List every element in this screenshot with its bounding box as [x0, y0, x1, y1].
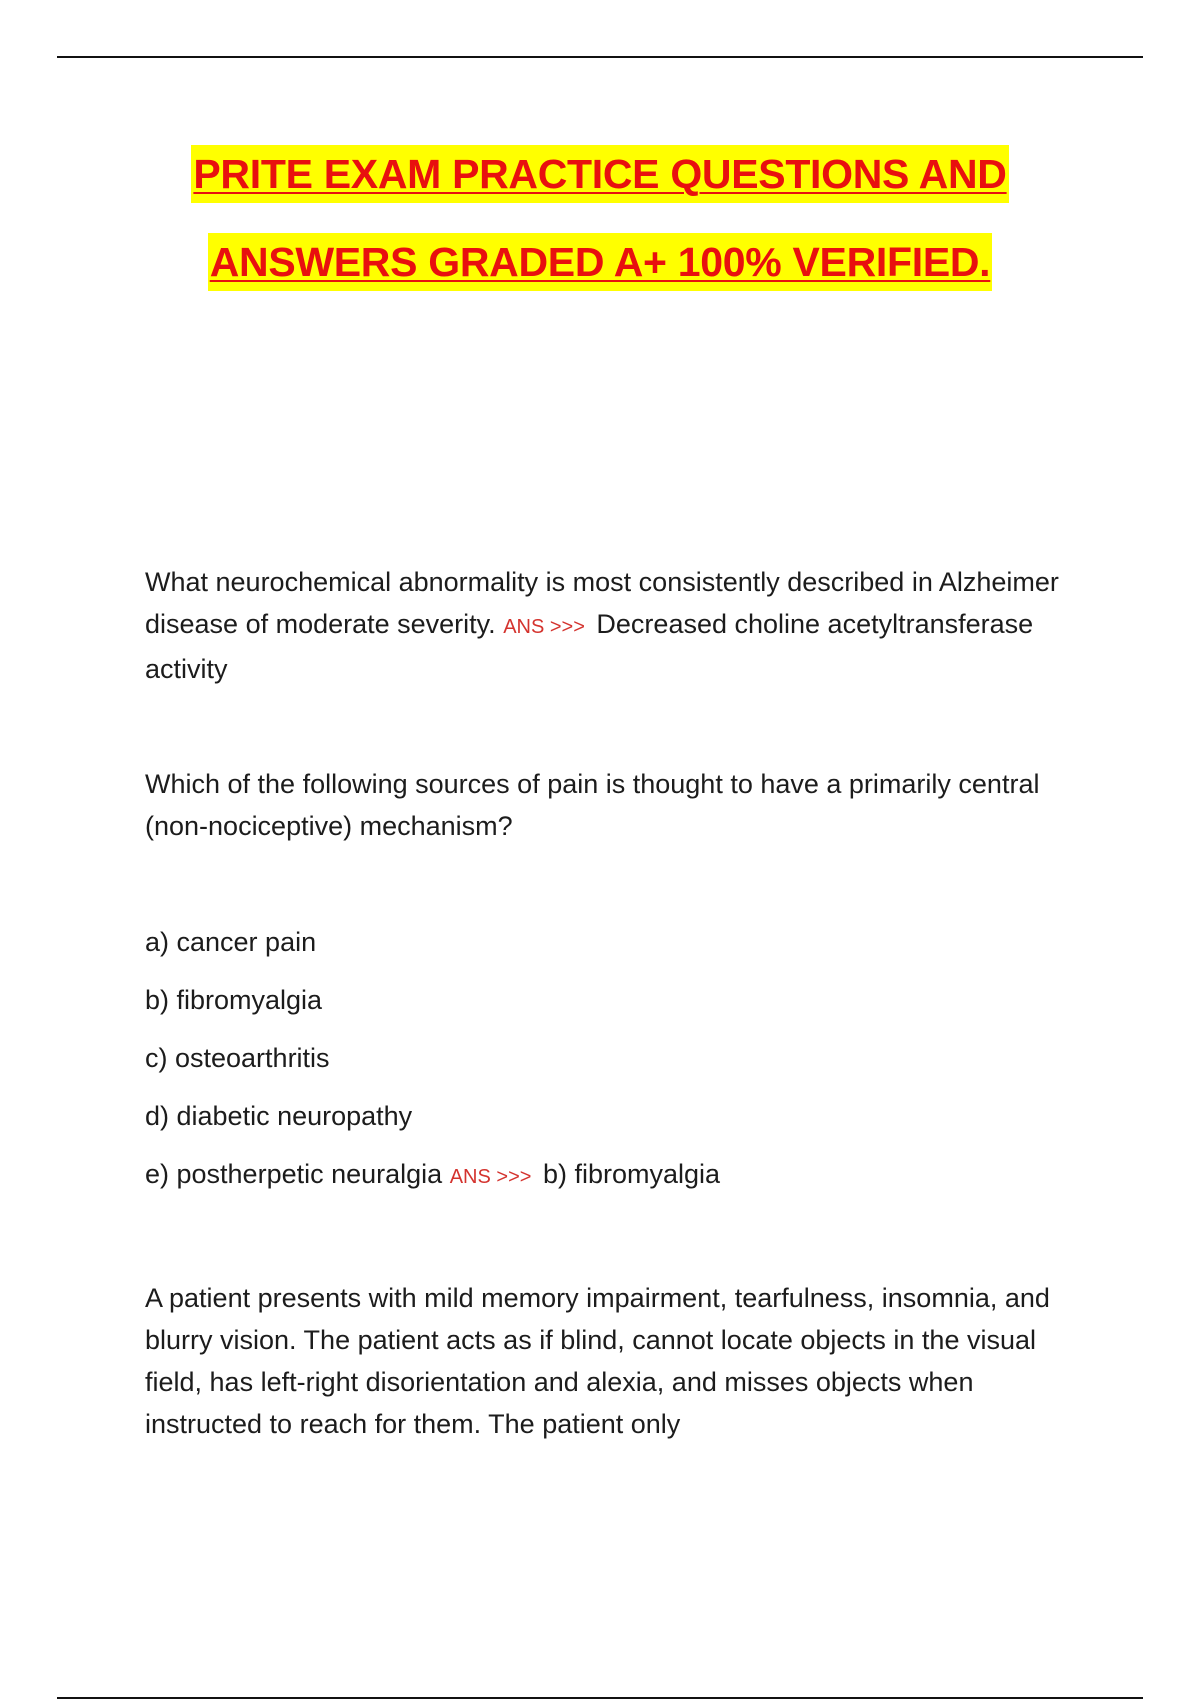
- bottom-rule: [57, 1697, 1143, 1699]
- question-1: [145, 561, 1065, 690]
- question-3: [145, 1277, 1065, 1445]
- option-a: a) cancer pain: [145, 927, 317, 957]
- option-c: c) osteoarthritis: [145, 1043, 330, 1073]
- question-3-text: A patient presents with mild memory impairment, tearfulness, insomnia, and blurry vision. The patient acts as if blind, cannot locate objects in the visual field, has left-right disorientation and alexia, and misses objects when instructed to reach for them. The patient only: [145, 1283, 1050, 1439]
- title-line-1: PRITE EXAM PRACTICE QUESTIONS AND: [191, 145, 1008, 203]
- option-b: b) fibromyalgia: [145, 985, 323, 1015]
- answer-marker: ANS >>>: [503, 616, 585, 638]
- question-2-options: [145, 921, 1065, 1214]
- top-rule: [57, 56, 1143, 58]
- title-line-2: ANSWERS GRADED A+ 100% VERIFIED.: [208, 233, 993, 291]
- question-2: [145, 763, 1065, 847]
- option-e-text: e) postherpetic neuralgia: [145, 1159, 443, 1189]
- question-2-answer: b) fibromyalgia: [542, 1159, 721, 1189]
- option-e: [145, 1153, 1065, 1198]
- question-1-answer: Decreased choline acetyltransferase activity: [145, 609, 1034, 684]
- question-1-text: What neurochemical abnormality is most consistently described in Alzheimer disease of moderate severity.: [145, 567, 1059, 639]
- option-d: d) diabetic neuropathy: [145, 1101, 413, 1131]
- document-title: [0, 145, 1200, 291]
- question-2-text: Which of the following sources of pain is thought to have a primarily central (non-nociceptive) mechanism?: [145, 769, 1040, 841]
- answer-marker: ANS >>>: [449, 1166, 532, 1188]
